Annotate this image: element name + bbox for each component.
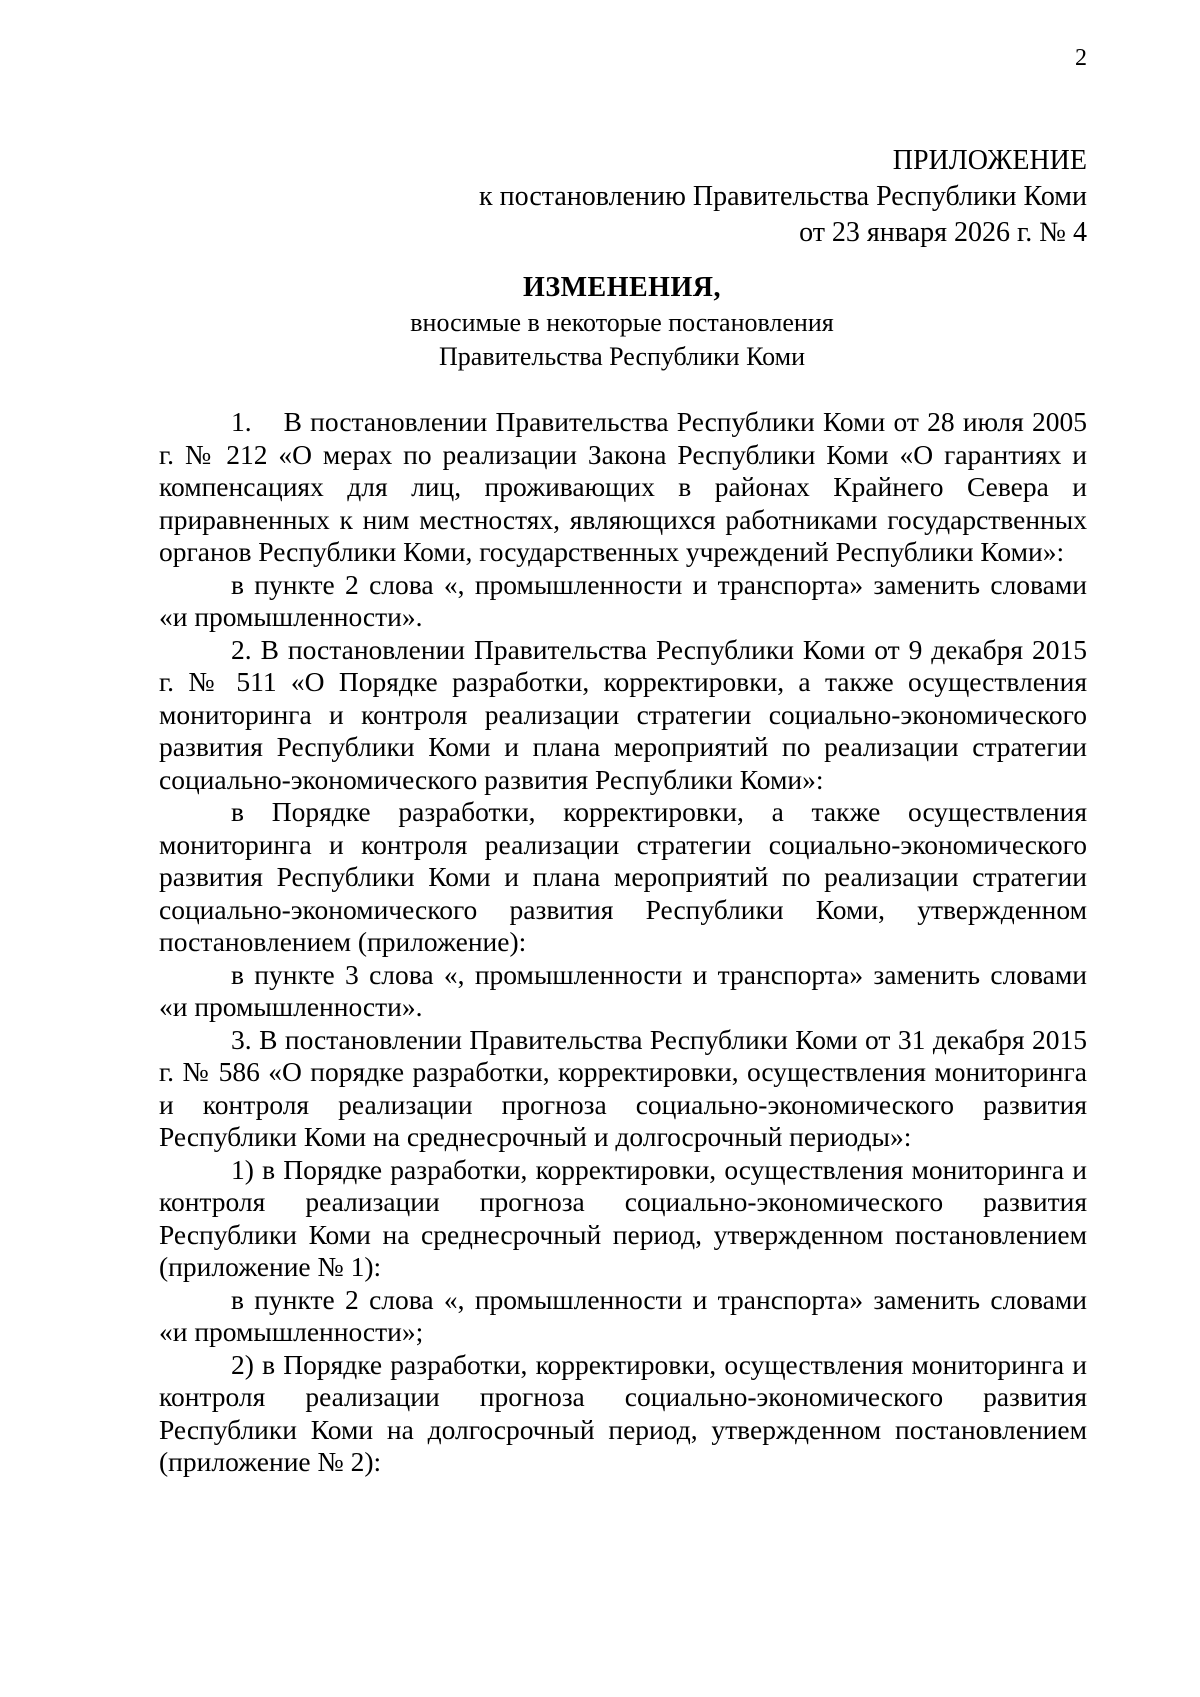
title-heading: ИЗМЕНЕНИЯ, <box>523 272 721 303</box>
paragraph-1-text: В постановлении Правительства Республики Коми от 28 июля 2005 г. № 212 «О мерах по реализации Закона Республики Коми «О гарантиях и компенсациях для лиц, проживающих в районах Крайнего Севера и приравненных к ним местностях, являющихся работниками государственных органов Республики Коми, государственных учреждений Республики Коми»: <box>159 406 1087 567</box>
paragraph-1-number: 1. <box>231 406 252 437</box>
paragraph-3: 2. В постановлении Правительства Республики Коми от 9 декабря 2015 г. № 511 «О Порядке разработки, корректировки, а также осуществления мониторинга и контроля реализации стратегии социально-экономического развития Республики Коми и плана мероприятий по реализации стратегии социально-экономического развития Республики Коми»: <box>159 633 1087 795</box>
paragraph-4: в Порядке разработки, корректировки, а также осуществления мониторинга и контроля реализации стратегии социально-экономического развития Республики Коми и плана мероприятий по реализации стратегии социально-экономического развития Республики Коми, утвержденном постановлением (приложение): <box>159 796 1087 957</box>
paragraph-5: в пункте 3 слова «, промышленности и транспорта» заменить словами «и промышленности». <box>159 958 1087 1022</box>
appendix-reference: к постановлению Правительства Республики Коми <box>479 181 1087 212</box>
title-subtitle-line-2: Правительства Республики Коми <box>439 342 805 371</box>
appendix-date-number: от 23 января 2026 г. № 4 <box>799 217 1087 248</box>
title-subtitle-line-1: вносимые в некоторые постановления <box>410 308 834 337</box>
paragraph-2: в пункте 2 слова «, промышленности и транспорта» заменить словами «и промышленности». <box>159 568 1087 632</box>
document-body <box>159 406 1087 1479</box>
paragraph-7: 1) в Порядке разработки, корректировки, осуществления мониторинга и контроля реализации прогноза социально-экономического развития Республики Коми на среднесрочный период, утвержденном постановлением (приложение № 1): <box>159 1153 1087 1282</box>
appendix-label: ПРИЛОЖЕНИЕ <box>892 145 1087 176</box>
paragraph-9: 2) в Порядке разработки, корректировки, осуществления мониторинга и контроля реализации прогноза социально-экономического развития Республики Коми на долгосрочный период, утвержденном постановлением (приложение № 2): <box>159 1348 1087 1477</box>
page-number: 2 <box>1075 45 1087 71</box>
paragraph-1 <box>159 406 1087 569</box>
appendix-header <box>479 143 1087 251</box>
paragraph-6: 3. В постановлении Правительства Республики Коми от 31 декабря 2015 г. № 586 «О порядке разработки, корректировки, осуществления мониторинга и контроля реализации прогноза социально-экономического развития Республики Коми на среднесрочный и долгосрочный периоды»: <box>159 1023 1087 1152</box>
paragraph-8: в пункте 2 слова «, промышленности и транспорта» заменить словами «и промышленности»; <box>159 1283 1087 1347</box>
document-title <box>157 270 1087 374</box>
